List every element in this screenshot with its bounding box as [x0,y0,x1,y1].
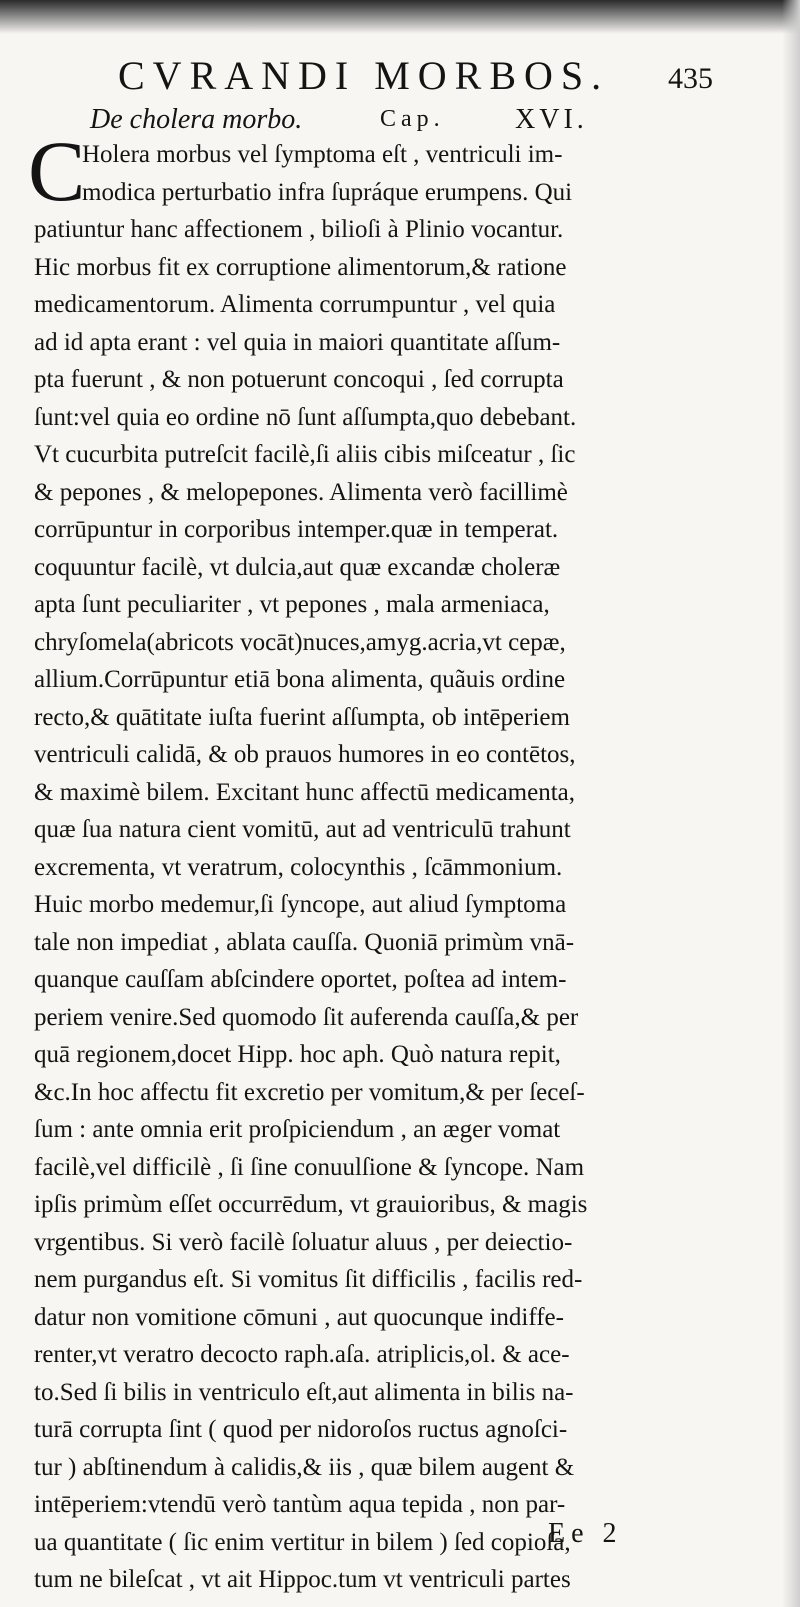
text-line: tur ) abſtinendum à calidis,& iis , quæ bilem augent & [34,1453,575,1481]
text-line: chryſomela(abricots vocāt)nuces,amyg.acria,vt cepæ, [34,628,566,656]
text-line: nem purgandus eſt. Si vomitus ſit difficilis , facilis red- [34,1266,583,1293]
chapter-number: XVI. [515,104,588,135]
text-line: ſunt:vel quia eo ordine nō ſunt aſſumpta,quo debebant. [34,403,577,431]
text-line: intēperiem:vtendū verò tantùm aqua tepida , non par- [34,1491,566,1518]
text-line: to.Sed ſi bilis in ventriculo eſt,aut alimenta in bilis na- [34,1378,574,1406]
text-line: ventriculi calidā, & ob prauos humores in eo contētos, [34,741,576,768]
text-line: ad id apta erant : vel quia in maiori quantitate aſſum- [34,328,561,356]
text-line: facilè,vel difficilè , ſi ſine conuulſione & ſyncope. Nam [34,1153,585,1181]
chapter-title: De cholera morbo. [90,104,303,135]
text-line: Holera morbus vel ſymptoma eſt , ventriculi im- [82,141,563,168]
text-line: Vt cucurbita putreſcit facilè,ſi aliis cibis miſceatur , ſic [34,441,576,468]
text-line: excrementa, vt veratrum, colocynthis , ſcāmmonium. [34,853,563,881]
running-head: CVRANDI MORBOS. [118,53,610,98]
text-line: ua quantitate ( ſic enim vertitur in bilem ) ſed copioſa, [34,1528,571,1556]
chapter-label: Cap. [380,106,445,132]
scan-right-edge [782,0,800,1607]
text-line: tum ne bileſcat , vt ait Hippoc.tum vt ventriculi partes [34,1566,571,1593]
text-line: quæ ſua natura cient vomitū, aut ad ventriculū trahunt [34,816,571,843]
text-line: quā regionem,docet Hipp. hoc aph. Quò natura repit, [34,1041,561,1068]
text-line: turā corrupta ſint ( quod per nidoroſos ructus agnoſci- [34,1416,568,1443]
text-line: pta fuerunt , & non potuerunt concoqui , ſed corrupta [34,366,564,393]
text-line: medicamentorum. Alimenta corrumpuntur , vel quia [34,291,556,318]
text-line: tale non impediat , ablata cauſſa. Quoniā primùm vnā- [34,928,575,956]
text-line: renter,vt veratro decocto raph.aſa. atriplicis,ol. & ace- [34,1341,570,1368]
drop-cap: C [28,123,86,219]
signature-mark: Ee 2 [548,1518,623,1549]
text-line: vrgentibus. Si verò facilè ſoluatur aluus , per deiectio- [34,1228,573,1256]
text-line: patiuntur hanc affectionem , bilioſi à Plinio vocantur. [34,216,564,243]
text-line: & pepones , & melopepones. Alimenta verò facillimè [34,478,568,506]
text-line: coquuntur facilè, vt dulcia,aut quæ excandæ choleræ [34,553,561,581]
text-line: recto,& quātitate iuſta fuerint aſſumpta, ob intēperiem [34,703,570,731]
text-line: modica perturbatio infra ſupráque erumpens. Qui [82,178,573,206]
text-line: & maximè bilem. Excitant hunc affectū medicamenta, [34,778,576,806]
text-line: periem venire.Sed quomodo ſit auferenda cauſſa,& per [34,1003,579,1031]
text-line: &c.In hoc affectu fit excretio per vomitum,& per ſeceſ- [34,1078,585,1106]
text-line: ipſis primùm eſſet occurrēdum, vt grauioribus, & magis [34,1191,588,1218]
scan-top-shadow [0,0,800,34]
text-line: apta ſunt peculiariter , vt pepones , mala armeniaca, [34,591,550,618]
text-line: corrūpuntur in corporibus intemper.quæ in temperat. [34,516,559,543]
text-line: ſum : ante omnia erit proſpiciendum , an æger vomat [34,1116,561,1143]
text-line: quanque cauſſam abſcindere oportet, poſtea ad intem- [34,966,567,993]
text-line: Huic morbo medemur,ſi ſyncope, aut aliud ſymptoma [34,891,567,918]
text-line: datur non vomitione cōmuni , aut quocunque indiffe- [34,1303,564,1331]
chapter-heading [90,104,650,138]
text-line: allium.Corrūpuntur etiā bona alimenta, quãuis ordine [34,666,566,693]
body-text [34,136,744,1599]
page-number: 435 [668,62,713,95]
text-line: Hic morbus fit ex corruptione alimentorum,& ratione [34,253,567,281]
